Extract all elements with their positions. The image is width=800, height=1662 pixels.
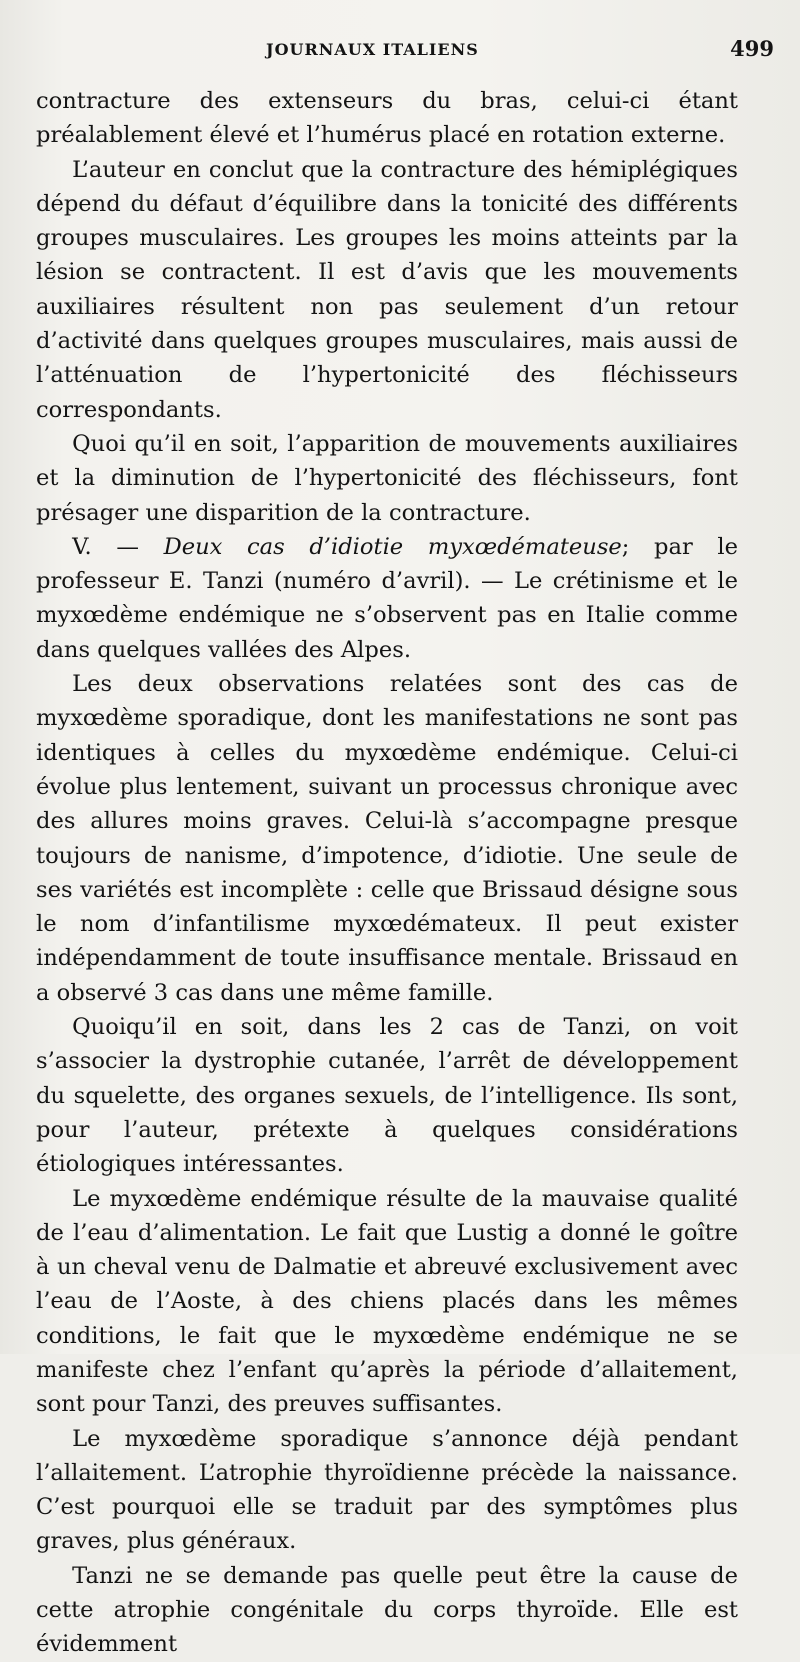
paragraph-7	[36, 1182, 738, 1422]
paragraph-9-text: Tanzi ne se demande pas quelle peut être la cause de cette atrophie congénitale du corps thyroïde. Elle est évidemment	[36, 1562, 738, 1658]
paragraph-8-text: Le myxœdème sporadique s’annonce déjà pendant l’allaitement. L’atrophie thyroïdienne précède la naissance. C’est pourquoi elle se traduit par des symptômes plus graves, plus généraux.	[36, 1425, 738, 1555]
page-header	[36, 0, 774, 84]
paragraph-5	[36, 667, 738, 1010]
paragraph-2	[36, 153, 738, 427]
page-number: 499	[730, 36, 774, 61]
section-number: V. —	[72, 533, 139, 560]
paragraph-6-text: Quoiqu’il en soit, dans les 2 cas de Tanzi, on voit s’associer la dystrophie cutanée, l’arrêt de développement du squelette, des organes sexuels, de l’intelligence. Ils sont, pour l’auteur, prétexte à quelques considérations étiologiques intéressantes.	[36, 1014, 738, 1178]
paragraph-2-text: L’auteur en conclut que la contracture des hémiplégiques dépend du défaut d’équilibre dans la tonicité des différents groupes musculaires. Les groupes les moins atteints par la lésion se contractent. Il est d’avis que les mouvements auxiliaires résultent non pas seulement d’un retour d’activité dans quelques groupes musculaires, mais aussi de l’atténuation de l’hypertonicité des fléchisseurs correspondants.	[36, 156, 738, 423]
paragraph-7-text: Le myxœdème endémique résulte de la mauvaise qualité de l’eau d’alimentation. Le fait que Lustig a donné le goître à un cheval venu de Dalmatie et abreuvé exclusivement avec l’eau de l’Aoste, à des chiens placés dans les mêmes conditions, le fait que le myxœdème endémique ne se manifeste chez l’enfant qu’après la période d’allaitement, sont pour Tanzi, des preuves suffisantes.	[36, 1185, 738, 1418]
paragraph-6	[36, 1010, 738, 1181]
paragraph-1	[36, 84, 738, 153]
body-text	[36, 84, 738, 1662]
running-head: JOURNAUX ITALIENS	[266, 40, 479, 59]
section-v-paragraph	[36, 530, 738, 667]
paragraph-3-text: Quoi qu’il en soit, l’apparition de mouvements auxiliaires et la diminution de l’hypertonicité des fléchisseurs, font présager une disparition de la contracture.	[36, 430, 738, 526]
paragraph-3	[36, 427, 738, 530]
paragraph-9	[36, 1559, 738, 1662]
paragraph-8	[36, 1422, 738, 1559]
section-v-text: ; par le professeur E. Tanzi (numéro d’avril). — Le crétinisme et le myxœdème endémique ne s’observent pas en Italie comme dans quelques vallées des Alpes.	[36, 533, 738, 663]
paragraph-1-text: contracture des extenseurs du bras, celui-ci étant préalablement élevé et l’humérus placé en rotation externe.	[36, 88, 738, 149]
section-title: Deux cas d’idiotie myxœdémateuse	[163, 533, 622, 560]
paragraph-5-text: Les deux observations relatées sont des cas de myxœdème sporadique, dont les manifestations ne sont pas identiques à celles du myxœdème endémique. Celui-ci évolue plus lentement, suivant un processus chronique avec des allures moins graves. Celui-là s’accompagne presque toujours de nanisme, d’impotence, d’idiotie. Une seule de ses variétés est incomplète : celle que Brissaud désigne sous le nom d’infantilisme myxœdémateux. Il peut exister indépendamment de toute insuffisance mentale. Brissaud en a observé 3 cas dans une même famille.	[36, 671, 738, 1006]
